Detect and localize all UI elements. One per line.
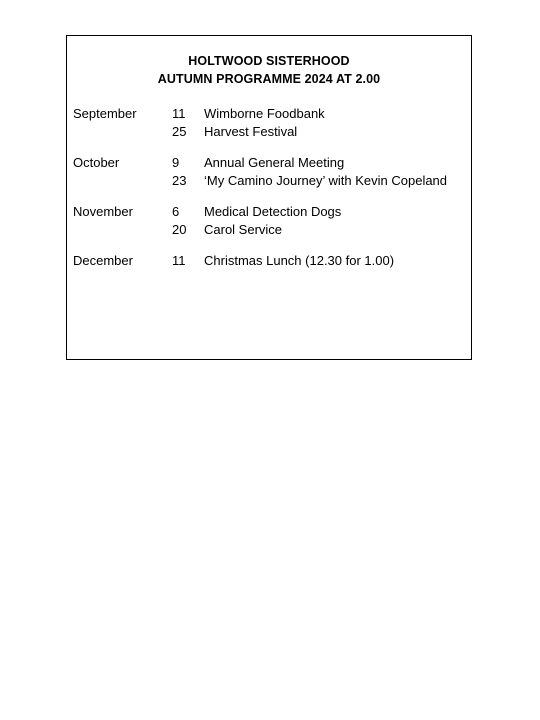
month-group-november: [67, 203, 471, 239]
event-title: Wimborne Foodbank: [204, 106, 325, 121]
schedule-row: [67, 154, 471, 172]
organisation-title: HOLTWOOD SISTERHOOD: [188, 54, 350, 68]
event-title: Carol Service: [204, 222, 283, 237]
month-label: November: [73, 204, 133, 219]
month-group-september: [67, 105, 471, 141]
event-day: 11: [172, 253, 186, 268]
schedule-row: [67, 105, 471, 123]
month-label: October: [73, 155, 120, 170]
event-title: Annual General Meeting: [204, 155, 345, 170]
event-title: ‘My Camino Journey’ with Kevin Copeland: [204, 173, 448, 188]
month-label: September: [73, 106, 137, 121]
event-day: 9: [172, 155, 180, 170]
month-group-december: [67, 252, 471, 270]
event-title: Harvest Festival: [204, 124, 298, 139]
event-day: 6: [172, 204, 180, 219]
event-day: 20: [172, 222, 187, 237]
programme-box: [66, 35, 472, 360]
event-title: Medical Detection Dogs: [204, 204, 342, 219]
month-group-october: [67, 154, 471, 190]
event-title: Christmas Lunch (12.30 for 1.00): [204, 253, 395, 268]
schedule-row: [67, 221, 471, 239]
programme-title: AUTUMN PROGRAMME 2024 AT 2.00: [157, 72, 381, 86]
schedule-row: [67, 252, 471, 270]
schedule-row: [67, 172, 471, 190]
schedule: [67, 105, 471, 283]
schedule-row: [67, 123, 471, 141]
schedule-row: [67, 203, 471, 221]
event-day: 25: [172, 124, 187, 139]
event-day: 11: [172, 106, 186, 121]
event-day: 23: [172, 173, 187, 188]
month-label: December: [73, 253, 133, 268]
